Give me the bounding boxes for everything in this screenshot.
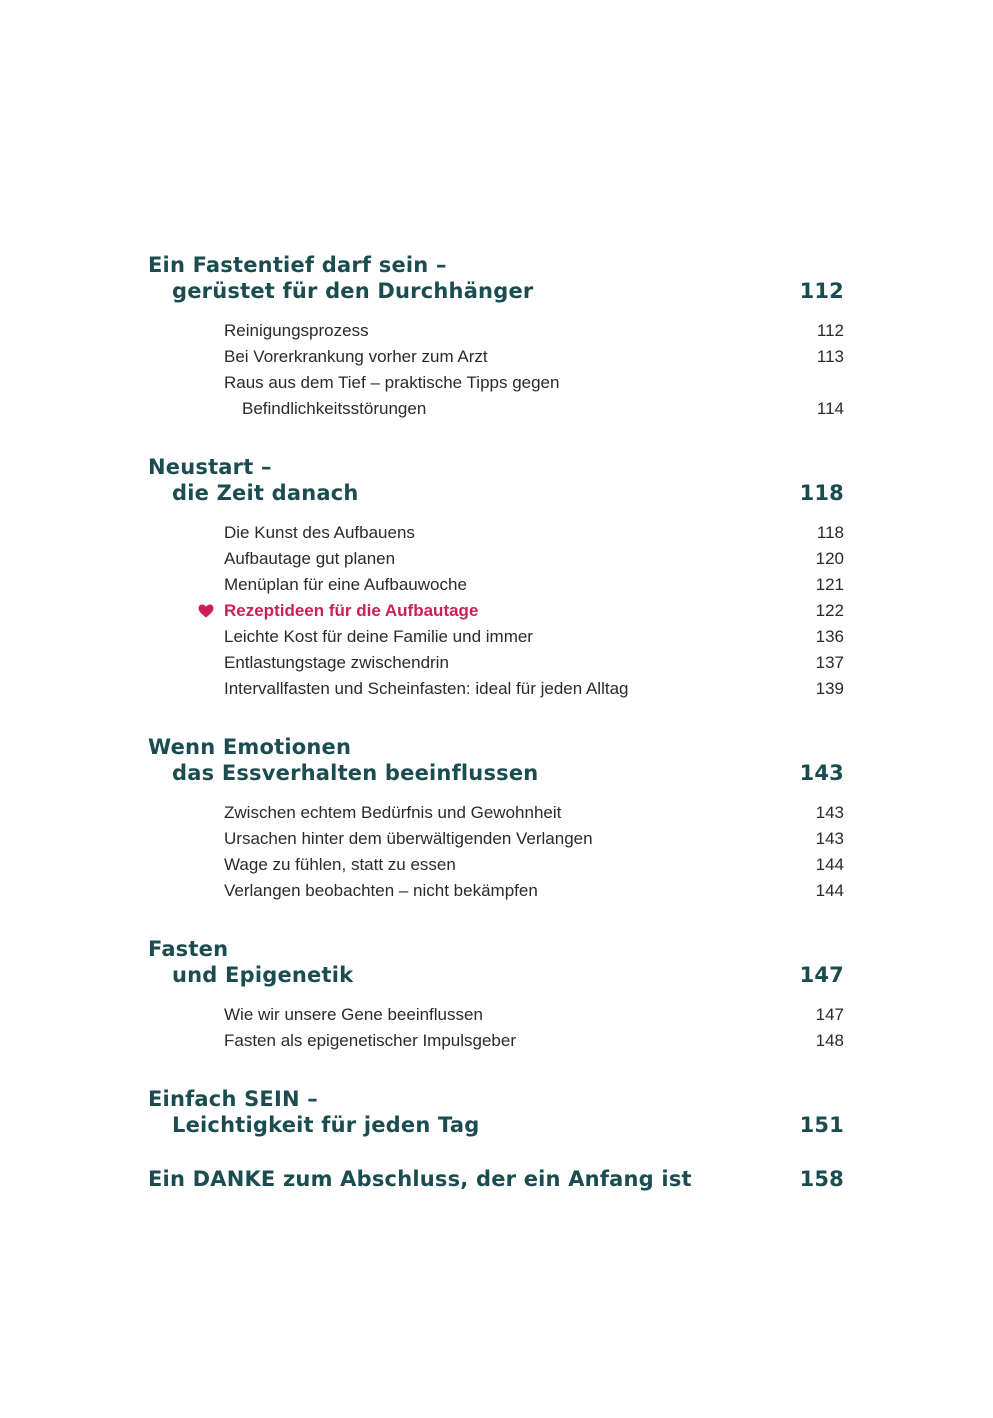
chapter-title-line2: das Essverhalten beeinflussen	[172, 761, 539, 785]
chapter-title-line2: Leichtigkeit für jeden Tag	[172, 1113, 480, 1137]
chapter-title-line2: gerüstet für den Durchhänger	[172, 279, 534, 303]
toc-entry: Menüplan für eine Aufbauwoche 121	[224, 575, 844, 594]
chapter-page-number: 147	[799, 963, 844, 987]
chapter-title-line1: Neustart –	[148, 455, 272, 479]
toc-entry: Reinigungsprozess 112	[224, 321, 844, 340]
toc-entry: Zwischen echtem Bedürfnis und Gewohnheit 143	[224, 803, 844, 822]
toc-entry: Verlangen beobachten – nicht bekämpfen 144	[224, 881, 844, 900]
toc-chapter	[148, 734, 844, 904]
chapter-title-line1: Fasten	[148, 937, 229, 961]
toc-entry: Die Kunst des Aufbauens 118	[224, 523, 844, 542]
toc-chapter	[148, 936, 844, 1054]
toc-entry: Leichte Kost für deine Familie und immer 136	[224, 627, 844, 646]
entry-list	[224, 1002, 844, 1054]
chapter-page-number: 143	[799, 761, 844, 785]
toc-entry-highlighted: Rezeptideen für die Aufbautage 122	[224, 598, 844, 624]
toc-chapter	[148, 252, 844, 422]
chapter-page-number: 151	[799, 1113, 844, 1137]
chapter-title: Ein DANKE zum Abschluss, der ein Anfang ist	[148, 1167, 692, 1191]
toc-entry: Aufbautage gut planen 120	[224, 549, 844, 568]
heart-icon	[198, 604, 214, 618]
chapter-title-line2: und Epigenetik	[172, 963, 354, 987]
toc-entry: Wie wir unsere Gene beeinflussen 147	[224, 1005, 844, 1024]
toc-entry: Entlastungstage zwischendrin 137	[224, 653, 844, 672]
toc-entry-continued: Befindlichkeitsstörungen 114	[242, 399, 844, 418]
entry-list	[224, 318, 844, 422]
chapter-page-number: 112	[799, 279, 844, 303]
chapter-title-line1: Wenn Emotionen	[148, 735, 352, 759]
toc-chapter	[148, 1086, 844, 1138]
chapter-title-line1: Ein Fastentief darf sein –	[148, 253, 447, 277]
toc-entry: Intervallfasten und Scheinfasten: ideal für jeden Alltag 139	[224, 679, 844, 698]
toc-entry: Ursachen hinter dem überwältigenden Verlangen 143	[224, 829, 844, 848]
table-of-contents	[148, 252, 844, 1192]
toc-entry: Raus aus dem Tief – praktische Tipps gegen	[224, 373, 560, 392]
toc-chapter	[148, 454, 844, 702]
toc-entry: Fasten als epigenetischer Impulsgeber 148	[224, 1031, 844, 1050]
chapter-page-number: 118	[799, 481, 844, 505]
toc-entry: Wage zu fühlen, statt zu essen 144	[224, 855, 844, 874]
entry-list	[224, 800, 844, 904]
chapter-title-line1: Einfach SEIN –	[148, 1087, 318, 1111]
toc-entry: Bei Vorerkrankung vorher zum Arzt 113	[224, 347, 844, 366]
chapter-page-number: 158	[799, 1167, 844, 1191]
entry-list	[224, 520, 844, 702]
chapter-title-line2: die Zeit danach	[172, 481, 359, 505]
toc-chapter	[148, 1166, 844, 1192]
